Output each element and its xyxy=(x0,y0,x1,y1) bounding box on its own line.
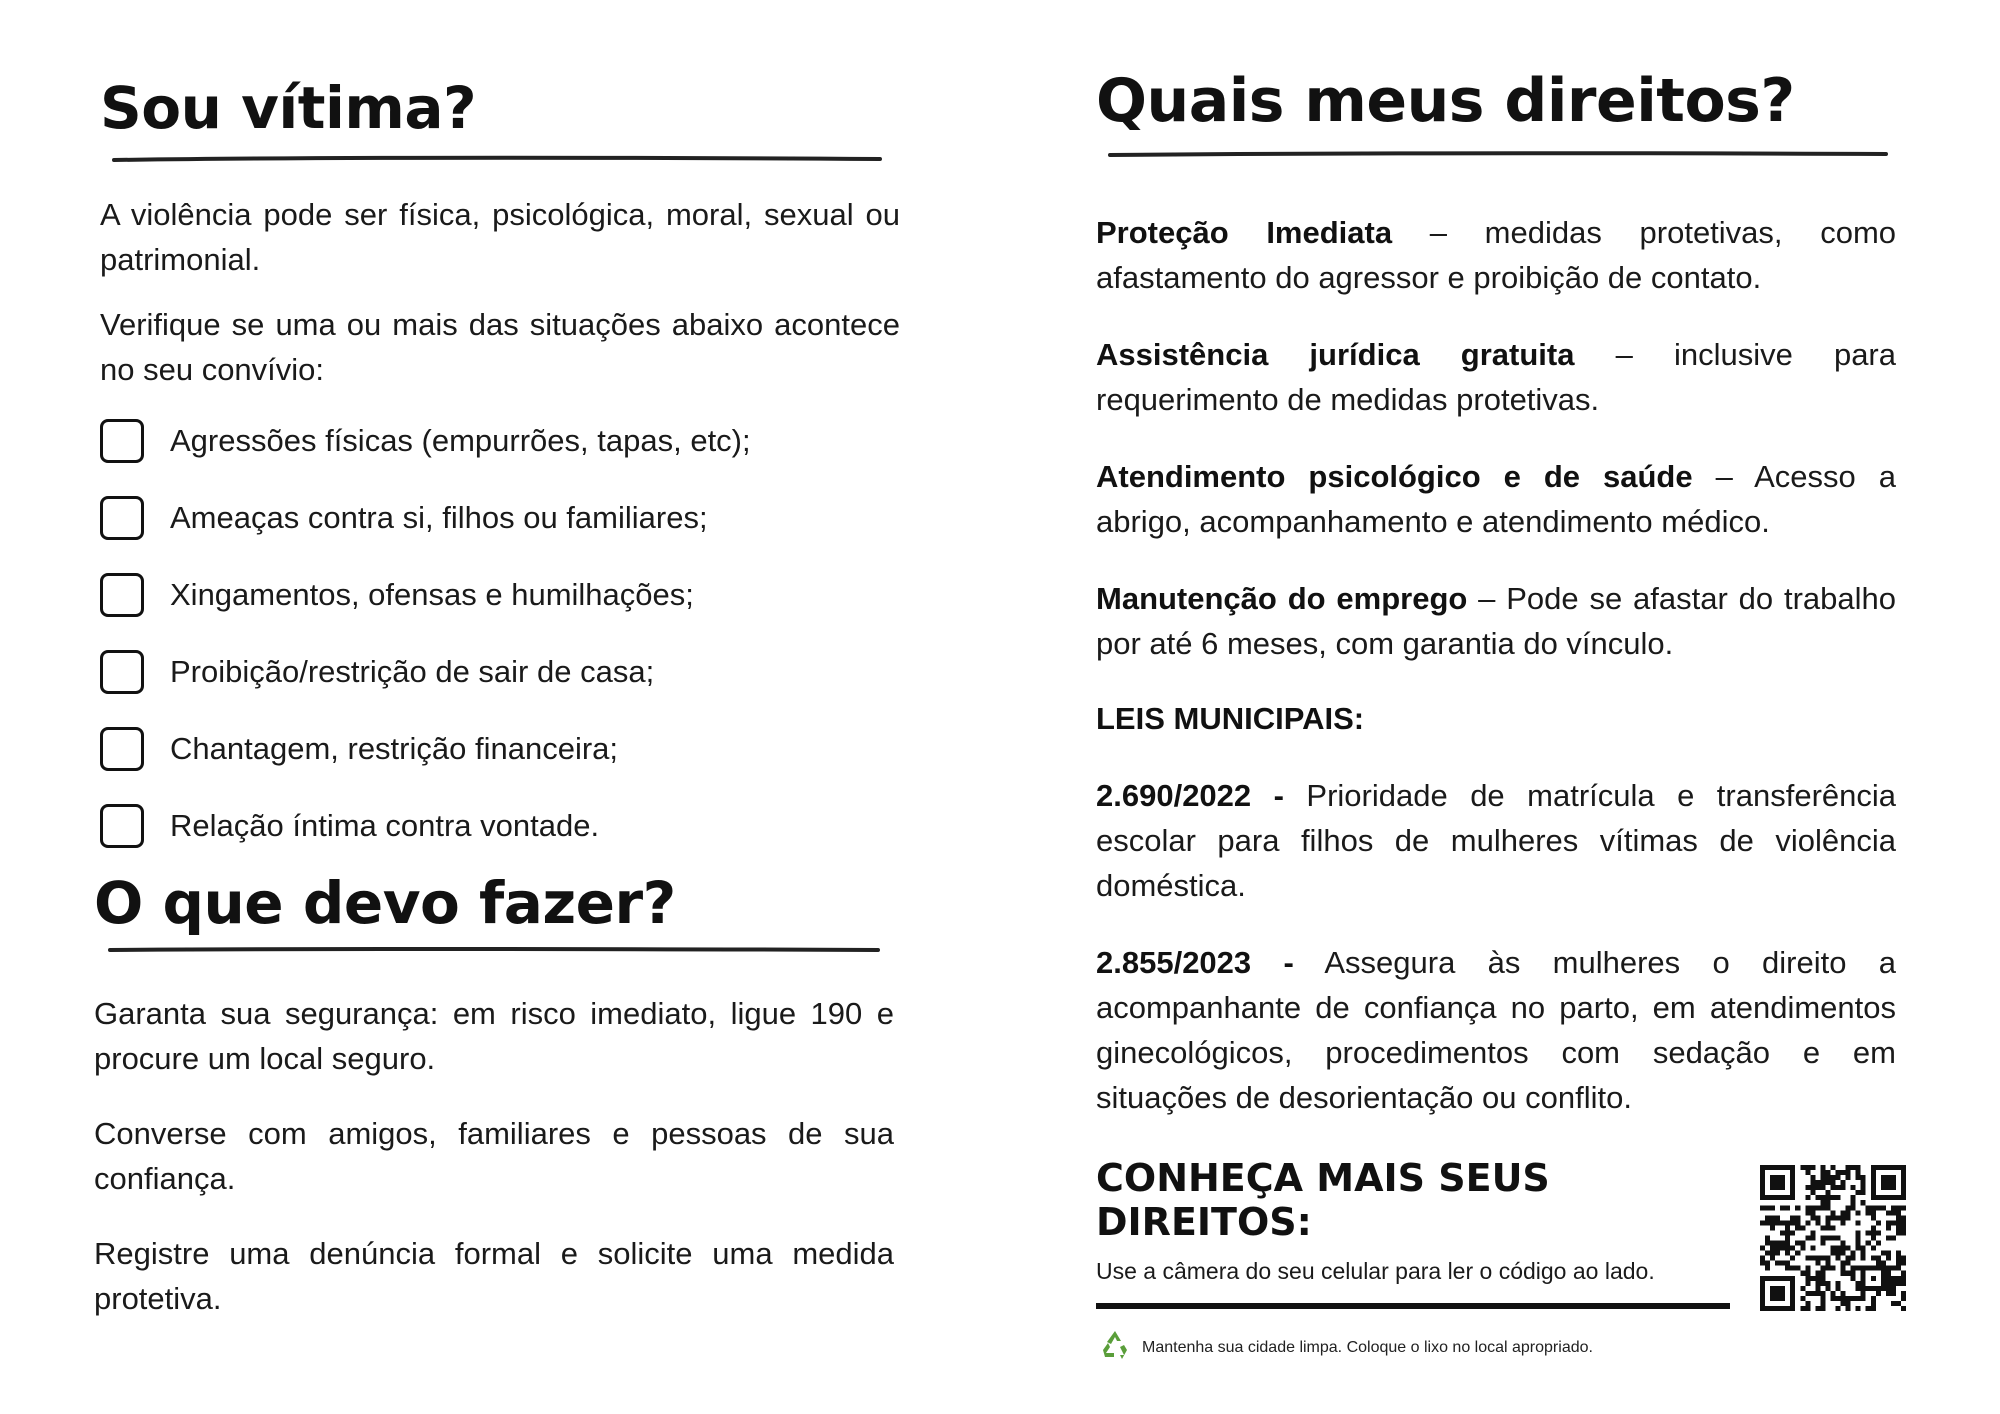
checklist-label: Xingamentos, ofensas e humilhações; xyxy=(170,577,694,612)
checkbox-icon[interactable] xyxy=(100,727,144,771)
law-item xyxy=(1096,773,1896,908)
left-column xyxy=(94,60,900,1321)
checklist-label: Proibição/restrição de sair de casa; xyxy=(170,654,655,689)
checklist-label: Relação íntima contra vontade. xyxy=(170,808,600,843)
law-text: Prioridade de matrícula e transferência escolar para filhos de mulheres vítimas de violência doméstica. xyxy=(1096,778,1896,903)
checklist-item[interactable] xyxy=(100,641,900,703)
law-number: 2.690/2022 - xyxy=(1096,778,1284,813)
cta-divider xyxy=(1096,1303,1730,1309)
checklist-item[interactable] xyxy=(100,795,900,857)
rights-title: Quais meus direitos? xyxy=(1096,66,1795,136)
checklist-item[interactable] xyxy=(100,564,900,626)
right-item xyxy=(1096,454,1896,544)
action-text-2: Converse com amigos, familiares e pessoas de sua confiança. xyxy=(94,1116,894,1196)
checkbox-icon[interactable] xyxy=(100,573,144,617)
laws-title: LEIS MUNICIPAIS: xyxy=(1096,701,1365,736)
recycle-icon xyxy=(1098,1328,1132,1367)
right-item xyxy=(1096,210,1896,300)
intro-text-1: A violência pode ser física, psicológica, moral, sexual ou patrimonial. xyxy=(100,197,900,277)
checklist-item[interactable] xyxy=(100,487,900,549)
qr-code-icon[interactable] xyxy=(1760,1165,1906,1311)
right-item-text: – Pode se afastar do trabalho por até 6 meses, com garantia do vínculo. xyxy=(1096,581,1897,661)
situation-checklist xyxy=(100,410,900,857)
checklist-label: Agressões físicas (empurrões, tapas, etc); xyxy=(170,423,751,458)
law-number: 2.855/2023 - xyxy=(1096,945,1294,980)
law-item xyxy=(1096,940,1896,1120)
recycle-notice xyxy=(1098,1328,1593,1367)
title-underline xyxy=(100,945,900,955)
right-item xyxy=(1096,576,1896,666)
checklist-item[interactable] xyxy=(100,718,900,780)
right-item-title: Atendimento psicológico e de saúde xyxy=(1096,459,1693,494)
right-item-text: – medidas protetivas, como afastamento do agressor e proibição de contato. xyxy=(1096,215,1897,295)
action-text-1: Garanta sua segurança: em risco imediato, ligue 190 e procure um local seguro. xyxy=(94,996,894,1076)
title-underline xyxy=(100,154,900,164)
recycle-text: Mantenha sua cidade limpa. Coloque o lixo no local apropriado. xyxy=(1142,1338,1593,1356)
right-item xyxy=(1096,332,1896,422)
action-title: O que devo fazer? xyxy=(94,869,676,937)
checkbox-icon[interactable] xyxy=(100,650,144,694)
right-item-title: Assistência jurídica gratuita xyxy=(1096,337,1575,372)
checklist-item[interactable] xyxy=(100,410,900,472)
action-text-3: Registre uma denúncia formal e solicite uma medida protetiva. xyxy=(94,1236,894,1316)
checklist-label: Ameaças contra si, filhos ou familiares; xyxy=(170,500,708,535)
right-column xyxy=(1096,60,1896,1120)
cta-title: CONHEÇA MAIS SEUS DIREITOS: xyxy=(1096,1156,1550,1244)
intro-text-2: Verifique se uma ou mais das situações abaixo acontece no seu convívio: xyxy=(100,307,900,387)
title-underline xyxy=(1096,150,1896,160)
checkbox-icon[interactable] xyxy=(100,496,144,540)
right-item-text: – Acesso a abrigo, acompanhamento e atendimento médico. xyxy=(1096,459,1896,539)
checkbox-icon[interactable] xyxy=(100,804,144,848)
right-item-text: – inclusive para requerimento de medidas protetivas. xyxy=(1096,337,1896,417)
cta-subtitle: Use a câmera do seu celular para ler o código ao lado. xyxy=(1096,1258,1655,1284)
right-item-title: Manutenção do emprego xyxy=(1096,581,1468,616)
law-text: Assegura às mulheres o direito a acompanhante de confiança no parto, em atendimentos ginecológicos, procedimentos com sedação e em situações de desorientação ou conflito. xyxy=(1096,945,1896,1115)
checklist-label: Chantagem, restrição financeira; xyxy=(170,731,619,766)
victim-title: Sou vítima? xyxy=(100,74,477,142)
right-item-title: Proteção Imediata xyxy=(1096,215,1393,250)
checkbox-icon[interactable] xyxy=(100,419,144,463)
cta-block xyxy=(1096,1156,1736,1309)
